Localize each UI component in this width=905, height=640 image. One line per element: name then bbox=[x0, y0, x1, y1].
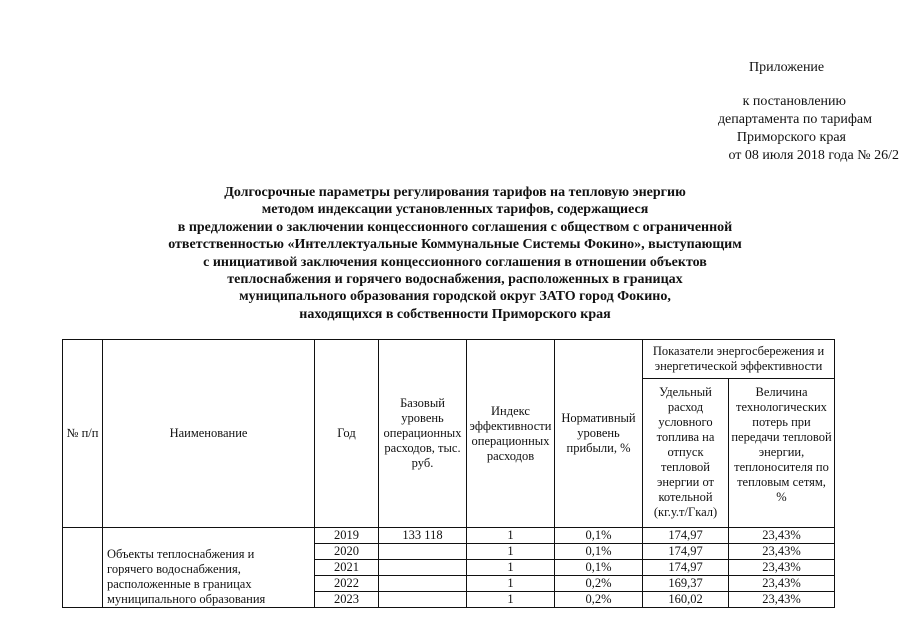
heat-losses-cell: 23,43% bbox=[729, 592, 835, 608]
heading-line: теплоснабжения и горячего водоснабжения, расположенных в границах bbox=[227, 272, 683, 288]
appendix-title: Приложение bbox=[749, 60, 825, 75]
profit-level-cell: 0,1% bbox=[555, 560, 643, 576]
table-row bbox=[63, 528, 835, 544]
base-costs-cell bbox=[379, 576, 467, 592]
appendix-block bbox=[0, 0, 905, 180]
object-name-line: расположенные в границах bbox=[107, 577, 252, 591]
header-name: Наименование bbox=[103, 340, 315, 528]
header-efficiency-index: Индекс эффективности операционных расходов bbox=[467, 340, 555, 528]
year-cell: 2019 bbox=[315, 528, 379, 544]
heat-losses-cell: 23,43% bbox=[729, 560, 835, 576]
profit-level-cell: 0,1% bbox=[555, 544, 643, 560]
profit-level-cell: 0,1% bbox=[555, 528, 643, 544]
efficiency-index-cell: 1 bbox=[467, 528, 555, 544]
appendix-line: Приморского края bbox=[736, 130, 846, 145]
base-costs-cell bbox=[379, 544, 467, 560]
object-name-line: Объекты теплоснабжения и bbox=[107, 547, 255, 561]
header-year: Год bbox=[315, 340, 379, 528]
year-cell: 2020 bbox=[315, 544, 379, 560]
object-name-cell bbox=[103, 528, 315, 608]
header-heat-losses: Величина технологических потерь при передачи тепловой энергии, теплоносителя по тепловым сетям, % bbox=[729, 379, 835, 528]
heading-line: находящихся в собственности Приморского края bbox=[299, 306, 611, 322]
header-fuel-consumption: Удельный расход условного топлива на отпуск тепловой энергии от котельной (кг.у.т/Гкал) bbox=[643, 379, 729, 528]
header-profit-level: Нормативный уровень прибыли, % bbox=[555, 340, 643, 528]
base-costs-cell: 133 118 bbox=[379, 528, 467, 544]
year-cell: 2022 bbox=[315, 576, 379, 592]
fuel-consumption-cell: 174,97 bbox=[643, 544, 729, 560]
efficiency-index-cell: 1 bbox=[467, 576, 555, 592]
fuel-consumption-cell: 160,02 bbox=[643, 592, 729, 608]
efficiency-index-cell: 1 bbox=[467, 560, 555, 576]
heat-losses-cell: 23,43% bbox=[729, 576, 835, 592]
table-header-row bbox=[63, 340, 835, 379]
appendix-line: от 08 июля 2018 года № 26/2 bbox=[728, 148, 899, 163]
heading-line: Долгосрочные параметры регулирования тарифов на тепловую энергию bbox=[224, 185, 686, 200]
heading-line: с инициативой заключения концессионного соглашения в отношении объектов bbox=[203, 254, 707, 270]
profit-level-cell: 0,2% bbox=[555, 592, 643, 608]
appendix-line: к постановлению bbox=[742, 94, 846, 109]
base-costs-cell bbox=[379, 592, 467, 608]
appendix-line: департамента по тарифам bbox=[717, 112, 872, 127]
heat-losses-cell: 23,43% bbox=[729, 544, 835, 560]
header-num: № п/п bbox=[63, 340, 103, 528]
heading-line: в предложении о заключении концессионного соглашения с обществом с ограниченной bbox=[177, 219, 733, 235]
document-heading bbox=[60, 184, 850, 323]
base-costs-cell bbox=[379, 560, 467, 576]
heat-losses-cell: 23,43% bbox=[729, 528, 835, 544]
parameters-table bbox=[62, 339, 835, 608]
profit-level-cell: 0,2% bbox=[555, 576, 643, 592]
heading-line: ответственностью «Интеллектуальные Коммунальные Системы Фокино», выступающим bbox=[168, 237, 742, 253]
fuel-consumption-cell: 169,37 bbox=[643, 576, 729, 592]
heading-line: методом индексации установленных тарифов, содержащиеся bbox=[261, 202, 649, 218]
year-cell: 2023 bbox=[315, 592, 379, 608]
fuel-consumption-cell: 174,97 bbox=[643, 560, 729, 576]
heading-line: муниципального образования городской округ ЗАТО город Фокино, bbox=[239, 289, 671, 305]
fuel-consumption-cell: 174,97 bbox=[643, 528, 729, 544]
header-base-costs: Базовый уровень операционных расходов, тыс. руб. bbox=[379, 340, 467, 528]
efficiency-index-cell: 1 bbox=[467, 592, 555, 608]
row-number-cell bbox=[63, 528, 103, 608]
efficiency-index-cell: 1 bbox=[467, 544, 555, 560]
object-name-line: муниципального образования bbox=[107, 592, 266, 606]
year-cell: 2021 bbox=[315, 560, 379, 576]
object-name-line: горячего водоснабжения, bbox=[107, 562, 241, 576]
header-energy-efficiency-group: Показатели энергосбережения и энергетической эффективности bbox=[643, 340, 835, 379]
